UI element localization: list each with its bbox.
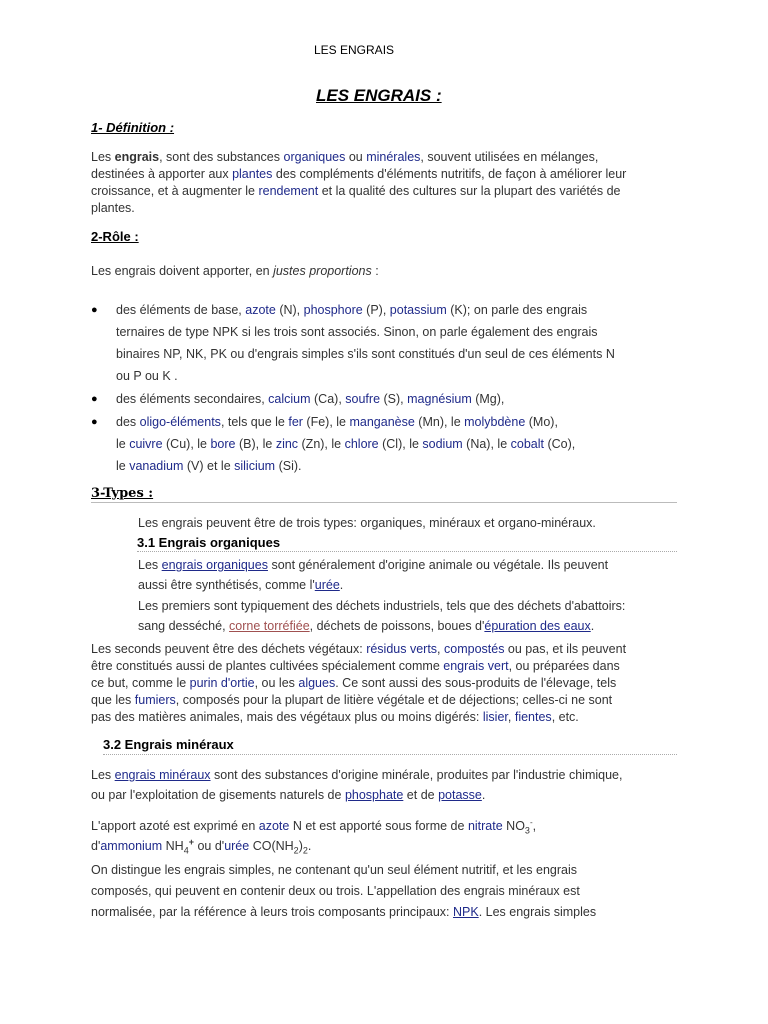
organic-para-line-2 (91, 658, 620, 675)
text: et de (403, 788, 439, 802)
mineral-p3-line-3 (91, 901, 596, 923)
text: Les (91, 150, 115, 164)
text: ou pas, et ils peuvent (504, 642, 627, 656)
text: CO(NH (249, 839, 294, 854)
bullet-1-line-3: binaires NP, NK, PK ou d'engrais simples s'ils sont constitués d'un seul de ces éléments N (116, 347, 615, 361)
link-soufre[interactable]: soufre (345, 392, 381, 406)
organic-line-1 (138, 557, 608, 574)
link-algues[interactable]: algues (298, 676, 336, 690)
text: . (339, 578, 344, 592)
link-manganese[interactable]: manganèse (349, 415, 415, 429)
text: (Ca), (310, 392, 346, 406)
mineral-p1-line-1 (91, 767, 622, 784)
text: destinées à apporter aux (91, 167, 233, 181)
text: N et est apporté sous forme de (289, 819, 468, 834)
text: (Mg), (471, 392, 505, 406)
text: NO (502, 819, 525, 834)
text: être constitués aussi de plantes cultivées spécialement comme (91, 659, 444, 673)
bullet-3-line-2 (116, 433, 575, 455)
subsection-3-1-heading: 3.1 Engrais organiques (137, 535, 281, 550)
link-azote[interactable]: azote (258, 819, 290, 834)
link-bore[interactable]: bore (210, 437, 236, 451)
subsection-divider (137, 551, 677, 552)
text: (P), (362, 303, 390, 317)
link-residus-verts[interactable]: résidus verts (366, 642, 438, 656)
bullet-icon: ● (91, 304, 98, 316)
bullet-3-line-3 (116, 455, 302, 477)
link-purin-dortie[interactable]: purin d'ortie (189, 676, 255, 690)
definition-line-3 (91, 183, 620, 200)
link-epuration-des-eaux[interactable]: épuration des eaux (484, 619, 591, 633)
text: le (116, 459, 130, 473)
text: , composés pour la plupart de litière végétale et de déjections; celles-ci ne sont (175, 693, 613, 707)
link-nitrate[interactable]: nitrate (467, 819, 503, 834)
superscript: - (529, 818, 533, 827)
subscript: 2 (293, 845, 299, 856)
mineral-p3-line-2: composés, qui peuvent en contenir deux ou trois. L'appellation des engrais minéraux est (91, 884, 580, 898)
link-organiques[interactable]: organiques (283, 150, 346, 164)
organic-line-4 (138, 618, 594, 635)
text: (V) et le (183, 459, 235, 473)
link-silicium[interactable]: silicium (234, 459, 276, 473)
link-npk[interactable]: NPK (452, 905, 479, 919)
organic-line-3: Les premiers sont typiquement des déchets industriels, tels que des déchets d'abattoirs: (138, 599, 626, 613)
role-intro (91, 263, 379, 280)
bullet-icon: ● (91, 416, 98, 428)
text: des éléments de base, (116, 303, 246, 317)
section-3-heading: 3-Types : (91, 486, 154, 501)
text: Les engrais doivent apporter, en (91, 264, 274, 278)
definition-line-1 (91, 149, 598, 166)
link-minerales[interactable]: minérales (366, 150, 421, 164)
link-potassium[interactable]: potassium (389, 303, 447, 317)
link-uree[interactable]: urée (314, 578, 340, 592)
subscript: 4 (183, 845, 189, 856)
page-title: LES ENGRAIS : (316, 86, 442, 105)
types-intro: Les engrais peuvent être de trois types: organiques, minéraux et organo-minéraux. (138, 516, 596, 530)
text: (K); on parle des engrais (446, 303, 588, 317)
text: Les (91, 768, 115, 782)
text: (Cl), le (378, 437, 423, 451)
text: (Mn), le (414, 415, 465, 429)
text: , sont des substances (159, 150, 284, 164)
text: (Mo), (525, 415, 558, 429)
text: (Cu), le (162, 437, 211, 451)
link-cuivre[interactable]: cuivre (129, 437, 163, 451)
text: L'apport azoté est exprimé en (91, 819, 259, 834)
text: Les (138, 558, 162, 572)
link-engrais-organiques[interactable]: engrais organiques (161, 558, 268, 572)
text: des (116, 415, 140, 429)
link-fientes[interactable]: fientes (514, 710, 552, 724)
emphasis: justes proportions (273, 264, 372, 278)
text: . Les engrais simples (478, 905, 597, 919)
text: . Ce sont aussi des sous-produits de l'élevage, tels (335, 676, 617, 690)
mineral-p3-line-1: On distingue les engrais simples, ne contenant qu'un seul élément nutritif, et les engrais (91, 863, 577, 877)
bullet-1-line-1 (116, 299, 587, 321)
text: (Fe), le (302, 415, 350, 429)
superscript: + (188, 837, 194, 847)
organic-para-line-1 (91, 641, 626, 658)
text: (B), le (235, 437, 276, 451)
text: , (437, 642, 444, 656)
section-2-heading: 2-Rôle : (91, 229, 139, 244)
bullet-icon: ● (91, 393, 98, 405)
organic-para-line-4 (91, 692, 612, 709)
text: le (116, 437, 130, 451)
bullet-1-line-2: ternaires de type NPK si les trois sont associés. Sinon, on parle également des engrais (116, 325, 598, 339)
link-potasse[interactable]: potasse (438, 788, 482, 802)
link-zinc[interactable]: zinc (275, 437, 299, 451)
text: ou (345, 150, 367, 164)
subscript: 3 (524, 825, 530, 836)
term-engrais: engrais (114, 150, 160, 164)
text: (S), (380, 392, 408, 406)
link-corne-torrefiee[interactable]: corne torréfiée (229, 619, 310, 633)
link-engrais-mineraux[interactable]: engrais minéraux (114, 768, 211, 782)
section-1-heading: 1- Définition : (91, 120, 175, 135)
link-oligo-elements[interactable]: oligo-éléments (139, 415, 221, 429)
text: (Na), le (462, 437, 511, 451)
link-cobalt[interactable]: cobalt (510, 437, 544, 451)
organic-para-line-3 (91, 675, 616, 692)
text: des compléments d'éléments nutritifs, de façon à améliorer leur (272, 167, 627, 181)
link-molybdene[interactable]: molybdène (464, 415, 526, 429)
text: normalisée, par la référence à leurs trois composants principaux: (91, 905, 453, 919)
bullet-3-line-1 (116, 411, 558, 433)
text: , souvent utilisées en mélanges, (420, 150, 599, 164)
text: sont des substances d'origine minérale, produites par l'industrie chimique, (210, 768, 623, 782)
text: ou par l'exploitation de gisements naturels de (91, 788, 345, 802)
text: (N), (275, 303, 304, 317)
text: croissance, et à augmenter le (91, 184, 259, 198)
running-header: LES ENGRAIS (314, 43, 395, 57)
text: NH (162, 839, 184, 854)
text: , etc. (551, 710, 579, 724)
text: que les (91, 693, 135, 707)
text: des éléments secondaires, (116, 392, 269, 406)
text: sang desséché, (138, 619, 230, 633)
section-divider (91, 502, 677, 503)
subscript: 2 (302, 845, 308, 856)
text: , déchets de poissons, boues d' (309, 619, 485, 633)
text: Les seconds peuvent être des déchets végétaux: (91, 642, 367, 656)
subsection-3-2-heading: 3.2 Engrais minéraux (103, 737, 234, 752)
mineral-p1-line-2 (91, 787, 485, 804)
text: sont généralement d'origine animale ou végétale. Ils peuvent (267, 558, 609, 572)
text: : (371, 264, 379, 278)
text: , ou les (254, 676, 299, 690)
link-chlore[interactable]: chlore (344, 437, 379, 451)
link-fumiers[interactable]: fumiers (134, 693, 176, 707)
link-uree[interactable]: urée (224, 839, 250, 854)
link-engrais-vert[interactable]: engrais vert (443, 659, 509, 673)
text: pas des matières animales, mais des végétaux plus ou moins digérés: (91, 710, 483, 724)
text: . (590, 619, 595, 633)
bullet-2-line-1 (116, 388, 504, 410)
link-phosphate[interactable]: phosphate (344, 788, 404, 802)
text: (Zn), le (298, 437, 345, 451)
text: . (481, 788, 486, 802)
text: aussi être synthétisés, comme l' (138, 578, 315, 592)
text: , (507, 710, 515, 724)
text: , ou préparées dans (508, 659, 620, 673)
text: (Co), (543, 437, 576, 451)
text: ou d' (193, 839, 225, 854)
text: (Si). (275, 459, 302, 473)
text: d' (91, 839, 101, 854)
link-ammonium[interactable]: ammonium (100, 839, 163, 854)
bullet-1-line-4: ou P ou K . (116, 369, 178, 383)
text: . (307, 839, 312, 854)
text: ) (298, 839, 303, 854)
text: , (532, 819, 537, 834)
link-calcium[interactable]: calcium (268, 392, 311, 406)
link-sodium[interactable]: sodium (422, 437, 463, 451)
link-azote[interactable]: azote (245, 303, 276, 317)
definition-line-4: plantes. (91, 201, 135, 215)
definition-line-2 (91, 166, 626, 183)
link-vanadium[interactable]: vanadium (129, 459, 184, 473)
organic-para-line-5 (91, 709, 579, 726)
link-phosphore[interactable]: phosphore (303, 303, 363, 317)
mineral-p2-line-2 (91, 834, 311, 860)
text: ce but, comme le (91, 676, 190, 690)
text: et la qualité des cultures sur la plupart des variétés de (318, 184, 621, 198)
link-plantes[interactable]: plantes (232, 167, 273, 181)
link-fer[interactable]: fer (288, 415, 303, 429)
link-lisier[interactable]: lisier (482, 710, 508, 724)
link-compostes[interactable]: compostés (444, 642, 505, 656)
subsection-divider (103, 754, 677, 755)
text: , tels que le (220, 415, 289, 429)
link-rendement[interactable]: rendement (258, 184, 319, 198)
organic-line-2 (138, 577, 343, 594)
link-magnesium[interactable]: magnésium (407, 392, 472, 406)
